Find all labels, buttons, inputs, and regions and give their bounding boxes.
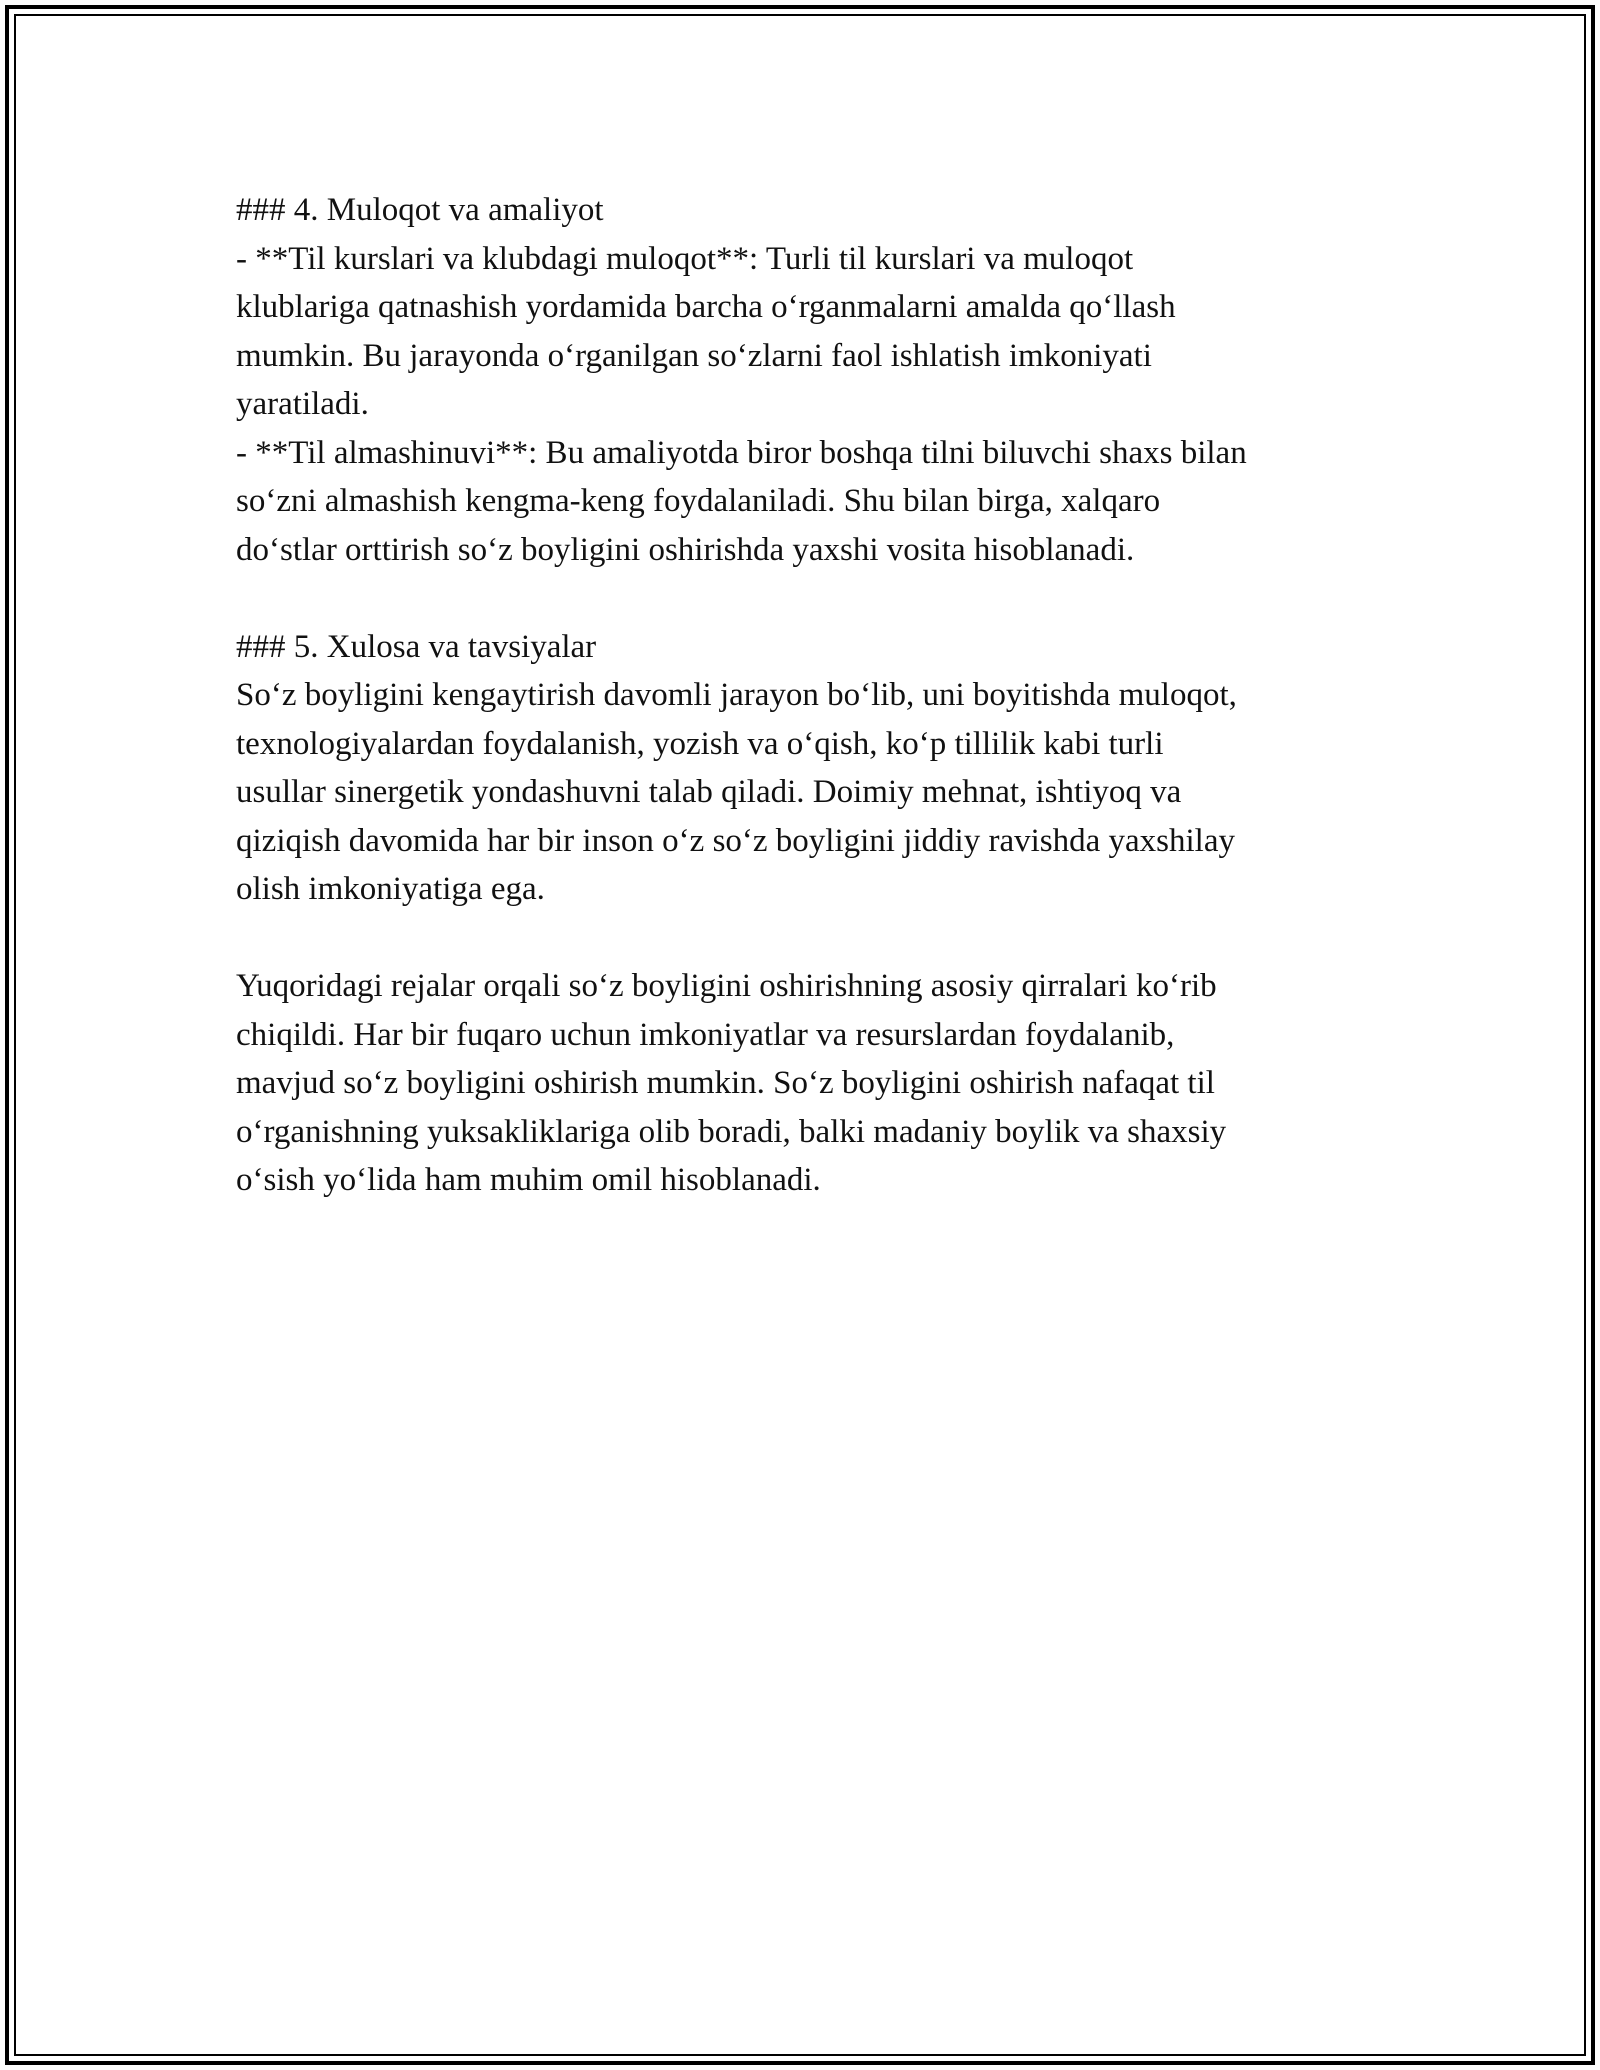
text-line: o‘rganishning yuksakliklariga olib boradi, balki madaniy boylik va shaxsiy <box>236 1113 1227 1150</box>
bullet-language-exchange <box>236 429 1396 575</box>
text-line: chiqildi. Har bir fuqaro uchun imkoniyatlar va resurslardan foydalanib, <box>236 1016 1175 1053</box>
section-heading: ### 4. Muloqot va amaliyot <box>236 192 604 228</box>
text-line: olish imkoniyatiga ega. <box>236 871 545 907</box>
section-4 <box>236 186 1396 574</box>
text-line: yaratiladi. <box>236 386 369 422</box>
text-line: so‘zni almashish kengma-keng foydalaniladi. Shu bilan birga, xalqaro <box>236 483 1161 519</box>
text-line: o‘sish yo‘lida ham muhim omil hisoblanadi. <box>236 1162 821 1198</box>
section-heading: ### 5. Xulosa va tavsiyalar <box>236 628 597 665</box>
text-line: - **Til kurslari va klubdagi muloqot**: Turli til kurslari va muloqot <box>236 240 1134 277</box>
text-line: texnologiyalardan foydalanish, yozish va o‘qish, ko‘p tillilik kabi turli <box>236 725 1164 762</box>
paragraph-gap <box>236 914 1396 963</box>
document-body <box>236 186 1396 1205</box>
text-line: do‘stlar orttirish so‘z boyligini oshirishda yaxshi vosita hisoblanadi. <box>236 531 1135 568</box>
bullet-language-courses <box>236 235 1396 429</box>
section-5 <box>236 623 1396 914</box>
text-line: qiziqish davomida har bir inson o‘z so‘z boyligini jiddiy ravishda yaxshilay <box>236 822 1235 859</box>
conclusion-paragraph <box>236 962 1396 1205</box>
paragraph-gap <box>236 574 1396 623</box>
text-line: So‘z boyligini kengaytirish davomli jarayon bo‘lib, uni boyitishda muloqot, <box>236 677 1237 713</box>
text-line: Yuqoridagi rejalar orqali so‘z boyligini oshirishning asosiy qirralari ko‘rib <box>236 968 1217 1004</box>
text-line: - **Til almashinuvi**: Bu amaliyotda biror boshqa tilni biluvchi shaxs bilan <box>236 434 1247 471</box>
text-line: usullar sinergetik yondashuvni talab qiladi. Doimiy mehnat, ishtiyoq va <box>236 774 1182 810</box>
text-line: mumkin. Bu jarayonda o‘rganilgan so‘zlarni faol ishlatish imkoniyati <box>236 337 1152 374</box>
text-line: klublariga qatnashish yordamida barcha o‘rganmalarni amalda qo‘llash <box>236 289 1176 325</box>
section-5-paragraph <box>236 671 1396 914</box>
text-line: mavjud so‘z boyligini oshirish mumkin. So‘z boyligini oshirish nafaqat til <box>236 1065 1215 1101</box>
